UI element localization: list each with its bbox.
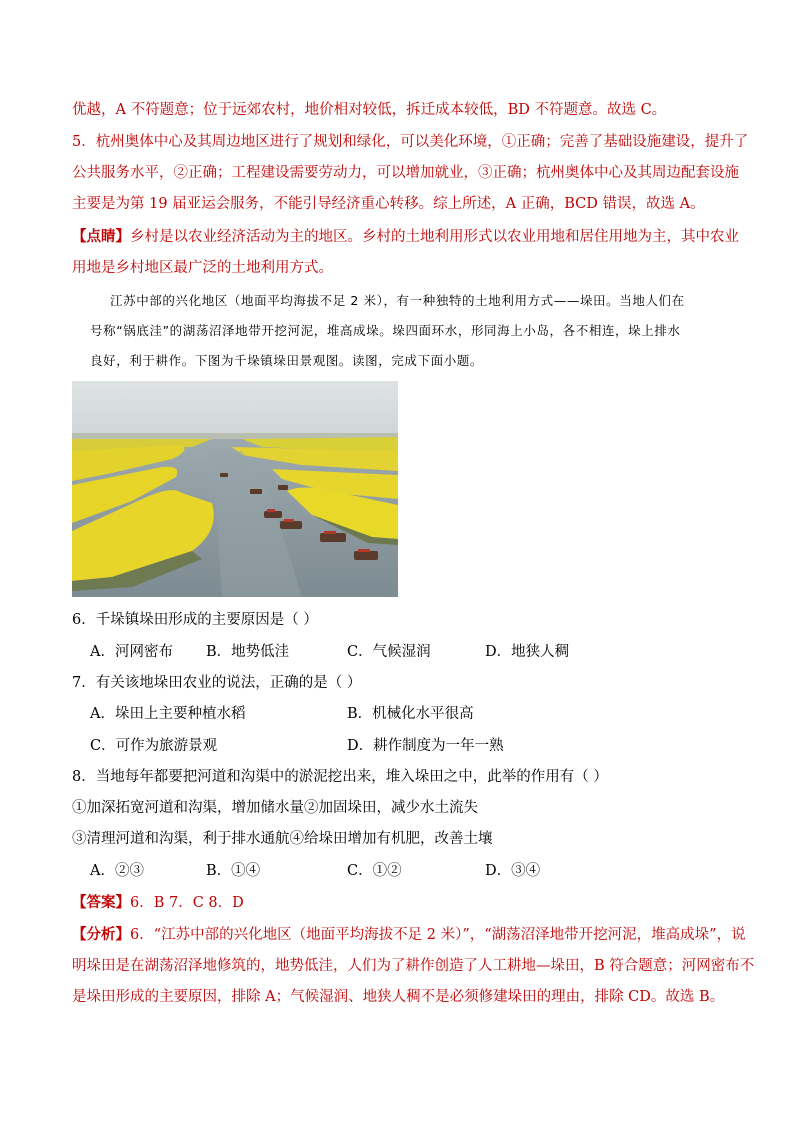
tip-line-1: [72, 227, 739, 247]
q8-statements-1: ①加深拓宽河道和沟渠，增加储水量②加固垛田，减少水土流失: [72, 800, 478, 816]
q6-option-a: A．河网密布: [90, 644, 173, 660]
q5-analysis-line-1: 5．杭州奥体中心及其周边地区进行了规划和绿化，可以美化环境，①正确；完善了基础设施建设，提升了: [72, 134, 749, 150]
tip-tag: 【点睛】: [72, 228, 130, 245]
analysis-line-1: [72, 925, 746, 945]
q8-statements-2: ③清理河道和沟渠，利于排水通航④给垛田增加有机肥，改善土壤: [72, 831, 493, 847]
analysis-tag: 【分析】: [72, 926, 130, 943]
q6-option-d: D．地狭人稠: [485, 644, 570, 660]
prev-answer-tail: 优越，A 不符题意；位于远郊农村，地价相对较低，拆迁成本较低，BD 不符题意。故选 C。: [72, 102, 667, 118]
q8-option-b: B．①④: [206, 863, 261, 879]
passage-line-1: 江苏中部的兴化地区（地面平均海拔不足 2 米），有一种独特的土地利用方式——垛田。当地人们在: [110, 293, 685, 308]
q7-option-d: D．耕作制度为一年一熟: [347, 738, 504, 754]
q8-option-d: D．③④: [485, 863, 541, 879]
answer-text: 6．B 7．C 8．D: [130, 895, 244, 911]
duotian-landscape-photo: [72, 381, 398, 597]
q8-option-a: A．②③: [90, 863, 144, 879]
analysis-line-3: 是垛田形成的主要原因，排除 A；气候湿润、地狭人稠不是必须修建垛田的理由，排除 CD。故选 B。: [72, 989, 725, 1005]
q7-option-a: A．垛田上主要种植水稻: [90, 706, 246, 722]
q6-stem: 6．千垛镇垛田形成的主要原因是（ ）: [72, 612, 318, 628]
tip-line-2: 用地是乡村地区最广泛的土地利用方式。: [72, 260, 333, 276]
q8-stem: 8．当地每年都要把河道和沟渠中的淤泥挖出来，堆入垛田之中，此举的作用有（ ）: [72, 769, 608, 785]
analysis-line-2: 明垛田是在湖荡沼泽地修筑的，地势低洼，人们为了耕作创造了人工耕地—垛田，B 符合题意；河网密布不: [72, 958, 755, 974]
q8-option-c: C．①②: [347, 863, 402, 879]
q7-option-b: B．机械化水平很高: [347, 706, 474, 722]
answer-line: [72, 893, 244, 913]
q6-option-b: B．地势低洼: [206, 644, 290, 660]
q5-analysis-line-3: 主要是为第 19 届亚运会服务，不能引导经济重心转移。综上所述，A 正确，BCD 错误，故选 A。: [72, 196, 705, 212]
answer-tag: 【答案】: [72, 894, 130, 911]
tip-text-1: 乡村是以农业经济活动为主的地区。乡村的土地利用形式以农业用地和居住用地为主，其中农业: [130, 229, 739, 245]
passage-line-2: 号称“锅底洼”的湖荡沼泽地带开挖河泥，堆高成垛。垛四面环水，形同海上小岛，各不相连，垛上排水: [90, 323, 681, 338]
q7-stem: 7．有关该地垛田农业的说法，正确的是（ ）: [72, 675, 362, 691]
q5-analysis-line-2: 公共服务水平，②正确；工程建设需要劳动力，可以增加就业，③正确；杭州奥体中心及其周边配套设施: [72, 165, 739, 181]
q6-option-c: C．气候湿润: [347, 644, 431, 660]
analysis-text-1: 6．“江苏中部的兴化地区（地面平均海拔不足 2 米）”，“湖荡沼泽地带开挖河泥，堆高成垛”，说: [130, 927, 746, 943]
q7-option-c: C．可作为旅游景观: [90, 738, 218, 754]
passage-line-3: 良好，利于耕作。下图为千垛镇垛田景观图。读图，完成下面小题。: [90, 353, 484, 368]
